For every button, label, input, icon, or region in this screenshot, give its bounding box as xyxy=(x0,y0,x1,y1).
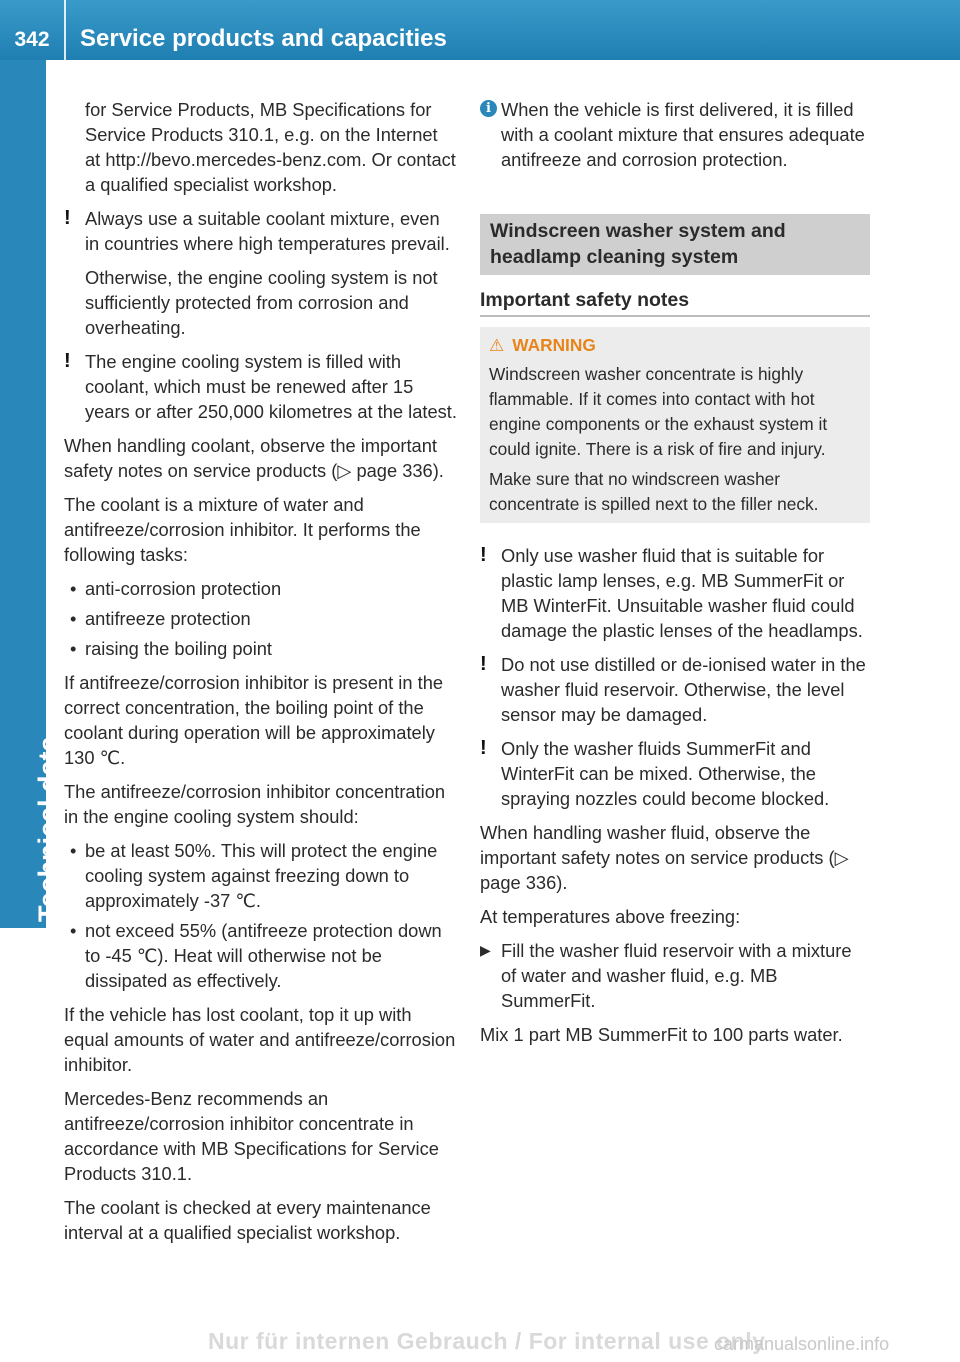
exclamation-icon: ! xyxy=(64,350,71,372)
paragraph: When handling coolant, observe the important safety notes on service products (▷ page 336). xyxy=(64,435,444,481)
paragraph: If the vehicle has lost coolant, top it up with equal amounts of water and antifreeze/corrosion inhibitor. xyxy=(64,1004,456,1075)
warning-text: Make sure that no windscreen washer concentrate is spilled next to the filler neck. xyxy=(489,469,819,514)
warning-label: WARNING xyxy=(512,335,596,355)
step-text: Fill the washer fluid reservoir with a mixture of water and washer fluid, e.g. MB SummerFit. xyxy=(501,940,852,1011)
site-watermark: carmanualsonline.info xyxy=(714,1334,890,1354)
caution-note-mixing-fluids xyxy=(480,736,870,811)
list-item: • be at least 50%. This will protect the engine cooling system against freezing down to approximately -37 ℃. xyxy=(70,840,438,911)
left-column xyxy=(64,97,457,1254)
info-note xyxy=(480,97,870,172)
paragraph: The coolant is a mixture of water and antifreeze/corrosion inhibitor. It performs the following tasks: xyxy=(64,494,421,565)
list-item: • antifreeze protection xyxy=(70,608,251,629)
caution-note-coolant-renewal xyxy=(64,349,457,424)
note-text: When the vehicle is first delivered, it is filled with a coolant mixture that ensures adequate antifreeze and corrosion protection. xyxy=(501,99,865,170)
exclamation-icon: ! xyxy=(480,653,487,675)
paragraph: At temperatures above freezing: xyxy=(480,906,741,927)
warning-triangle-icon: ⚠ xyxy=(489,336,505,355)
note-text: Only the washer fluids SummerFit and WinterFit can be mixed. Otherwise, the spraying nozzles could become blocked. xyxy=(501,738,830,809)
right-column xyxy=(480,97,870,1056)
chapter-tab-label: Technical data xyxy=(33,736,63,922)
coolant-tasks-list xyxy=(64,576,457,661)
list-item: • not exceed 55% (antifreeze protection down to -45 ℃). Heat will otherwise not be dissipated as effectively. xyxy=(70,920,442,991)
caution-note-coolant-mixture xyxy=(64,206,457,340)
note-text: Otherwise, the engine cooling system is not sufficiently protected from corrosion and overheating. xyxy=(85,267,438,338)
list-item: • anti-corrosion protection xyxy=(70,578,282,599)
page-number: 342 xyxy=(14,28,50,51)
caution-note-distilled-water xyxy=(480,652,870,727)
intro-paragraph: for Service Products, MB Specifications for Service Products 310.1, e.g. on the Internet at http://bevo.mercedes-benz.com. Or contact a qualified specialist workshop. xyxy=(85,99,456,195)
exclamation-icon: ! xyxy=(64,207,71,229)
paragraph: The coolant is checked at every maintenance interval at a qualified specialist workshop. xyxy=(64,1197,431,1243)
note-text: Do not use distilled or de-ionised water in the washer fluid reservoir. Otherwise, the level sensor may be damaged. xyxy=(501,654,866,725)
note-text: Always use a suitable coolant mixture, even in countries where high temperatures prevail. xyxy=(85,208,450,254)
instruction-step xyxy=(480,938,870,1013)
warning-header xyxy=(489,333,861,358)
note-text: The engine cooling system is filled with coolant, which must be renewed after 15 years or after 250,000 kilometres at the latest. xyxy=(85,351,457,422)
paragraph: Mix 1 part MB SummerFit to 100 parts water. xyxy=(480,1024,843,1045)
step-arrow-icon: ▶ xyxy=(480,942,491,958)
paragraph: If antifreeze/corrosion inhibitor is present in the correct concentration, the boiling point of the coolant during operation will be approximately 130 ℃. xyxy=(64,672,444,768)
exclamation-icon: ! xyxy=(480,544,487,566)
note-text: Only use washer fluid that is suitable for plastic lamp lenses, e.g. MB SummerFit or MB WinterFit. Unsuitable washer fluid could damage the plastic lenses of the headlamps. xyxy=(501,545,863,641)
subsection-heading: Important safety notes xyxy=(480,287,870,317)
info-icon: i xyxy=(480,100,497,117)
page-header xyxy=(0,0,960,60)
internal-use-watermark: Nur für internen Gebrauch / For internal use only xyxy=(208,1328,766,1354)
chapter-tab xyxy=(0,60,63,928)
concentration-list xyxy=(64,838,457,993)
warning-box xyxy=(480,327,870,523)
paragraph: Mercedes-Benz recommends an antifreeze/corrosion inhibitor concentrate in accordance with MB Specifications for Service Products 310.1. xyxy=(64,1088,439,1184)
list-item: • raising the boiling point xyxy=(70,638,272,659)
paragraph: When handling washer fluid, observe the important safety notes on service products (▷ page 336). xyxy=(480,822,849,893)
exclamation-icon: ! xyxy=(480,737,487,759)
section-heading: Windscreen washer system and headlamp cleaning system xyxy=(480,214,870,275)
page-title: Service products and capacities xyxy=(80,25,447,52)
paragraph: The antifreeze/corrosion inhibitor concentration in the engine cooling system should: xyxy=(64,781,446,827)
warning-text: Windscreen washer concentrate is highly flammable. If it comes into contact with hot engine components or the exhaust system it could ignite. There is a risk of fire and injury. xyxy=(489,364,828,459)
caution-note-lamp-lenses xyxy=(480,543,870,643)
header-divider xyxy=(64,0,66,60)
